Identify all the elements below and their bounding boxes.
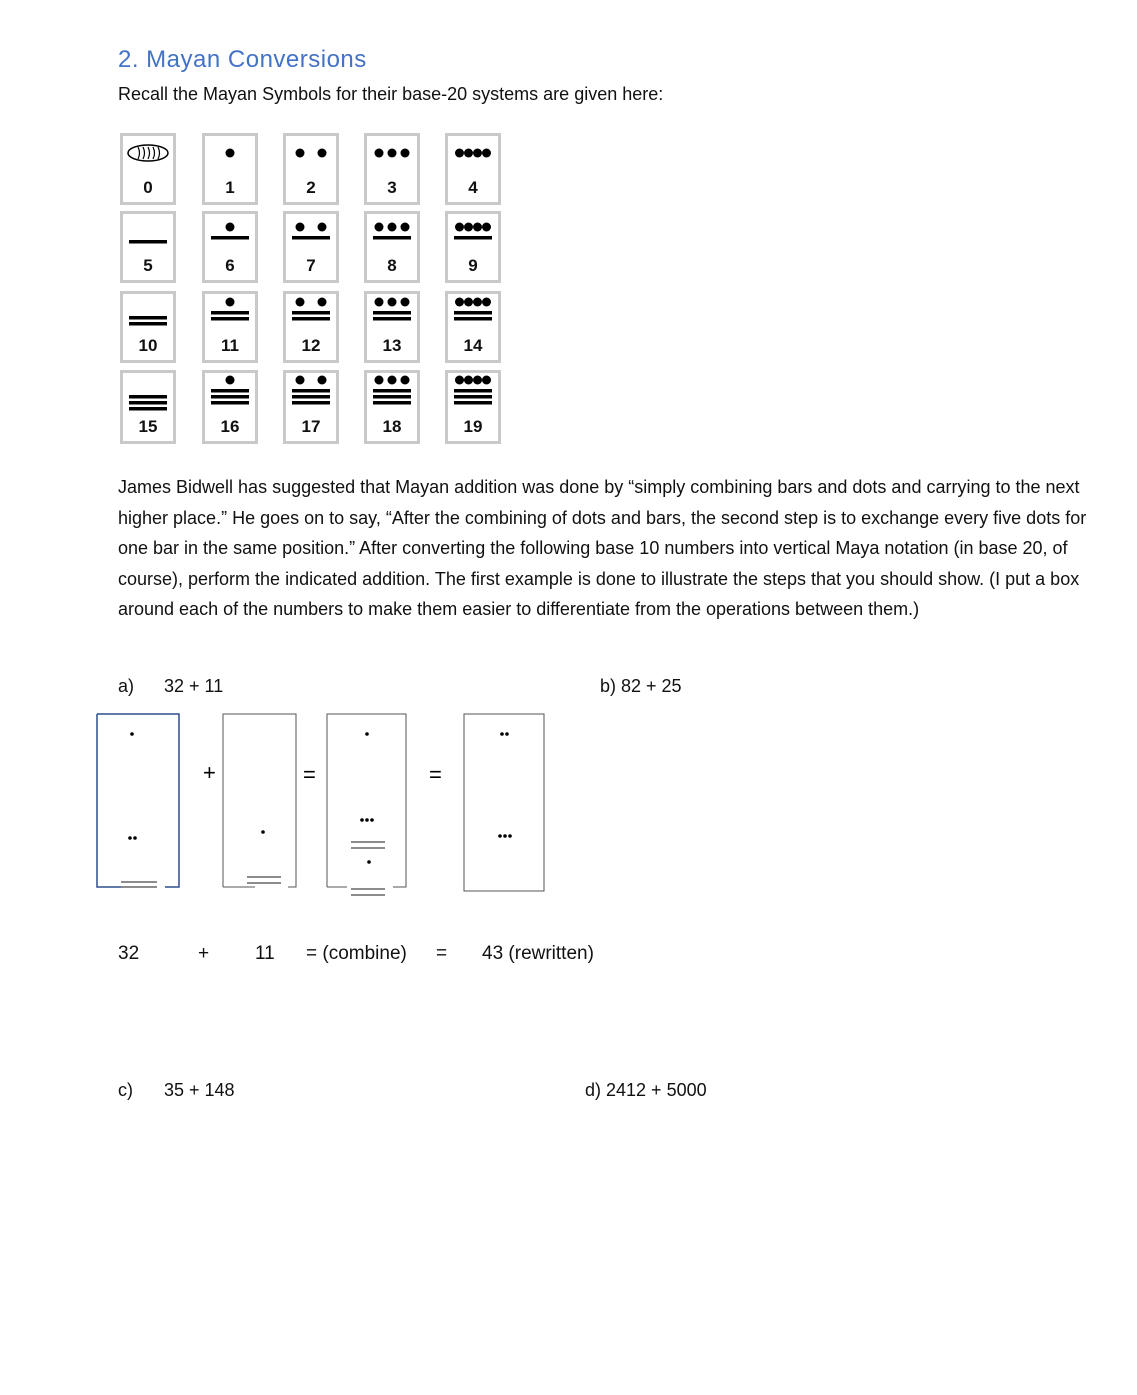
dot — [133, 836, 137, 840]
example-box-32 — [97, 714, 179, 887]
dot — [464, 149, 473, 158]
numeral-digit: 13 — [382, 336, 402, 355]
bar — [454, 401, 492, 405]
numeral-digit: 12 — [301, 336, 321, 355]
bar — [211, 317, 249, 321]
dot — [455, 298, 464, 307]
bar — [373, 401, 411, 405]
dot — [401, 376, 410, 385]
dot — [370, 818, 374, 822]
dot — [464, 298, 473, 307]
mayan-numeral-19 — [445, 370, 501, 444]
dot — [375, 149, 384, 158]
bar — [292, 389, 330, 393]
dot — [455, 149, 464, 158]
numeral-digit: 10 — [138, 336, 158, 355]
bar — [292, 317, 330, 321]
bar — [292, 236, 330, 240]
dot — [318, 376, 327, 385]
mayan-numeral-8 — [364, 211, 420, 283]
bar — [292, 311, 330, 315]
dot — [375, 298, 384, 307]
dot — [505, 732, 509, 736]
bar — [211, 236, 249, 240]
bar — [454, 236, 492, 240]
dot — [226, 223, 235, 232]
caption-first: 32 — [118, 943, 140, 964]
numeral-digit: 2 — [306, 178, 316, 197]
dot — [318, 298, 327, 307]
problem-a-expression: 32 + 11 — [164, 676, 224, 696]
mayan-numeral-13 — [364, 291, 420, 363]
bar — [211, 311, 249, 315]
numeral-digit: 16 — [220, 417, 240, 436]
example-box-11 — [223, 714, 296, 887]
mayan-numeral-7 — [283, 211, 339, 283]
dot — [473, 298, 482, 307]
caption-combine: = (combine) — [306, 943, 407, 964]
dot — [261, 830, 265, 834]
numeral-digit: 5 — [143, 256, 153, 275]
dot — [482, 149, 491, 158]
numeral-digit: 14 — [463, 336, 483, 355]
dot — [375, 223, 384, 232]
bar — [373, 236, 411, 240]
numeral-digit: 19 — [463, 417, 483, 436]
bar — [373, 311, 411, 315]
equals-sign: = — [303, 762, 316, 787]
numeral-digit: 4 — [468, 178, 478, 197]
dot — [360, 818, 364, 822]
bar — [129, 401, 167, 405]
numeral-digit: 3 — [387, 178, 397, 197]
dot — [401, 223, 410, 232]
bar — [129, 322, 167, 326]
mayan-numeral-3 — [364, 133, 420, 205]
bar — [211, 395, 249, 399]
mayan-numeral-9 — [445, 211, 501, 283]
mayan-numeral-11 — [202, 291, 258, 363]
numeral-digit: 18 — [382, 417, 402, 436]
mayan-numeral-10 — [120, 291, 176, 363]
dot — [318, 223, 327, 232]
dot — [365, 732, 369, 736]
mayan-numeral-18 — [364, 370, 420, 444]
mayan-numeral-5 — [120, 211, 176, 283]
dot — [226, 376, 235, 385]
numeral-digit: 6 — [225, 256, 235, 275]
numeral-digit: 15 — [138, 417, 158, 436]
example-box-43 — [464, 714, 544, 891]
bar — [373, 317, 411, 321]
bar — [373, 389, 411, 393]
caption-equals: = — [436, 943, 448, 964]
bar — [129, 407, 167, 411]
dot — [503, 834, 507, 838]
mayan-numeral-2 — [283, 133, 339, 205]
caption-plus: + — [198, 943, 210, 964]
numeral-digit: 11 — [221, 336, 239, 355]
dot — [464, 376, 473, 385]
dot — [401, 298, 410, 307]
numeral-digit: 9 — [468, 256, 478, 275]
dot — [375, 376, 384, 385]
dot — [296, 298, 305, 307]
dot — [318, 149, 327, 158]
mayan-numeral-0 — [120, 133, 176, 205]
dot — [226, 298, 235, 307]
dot — [296, 149, 305, 158]
mayan-numeral-4 — [445, 133, 501, 205]
dot — [365, 818, 369, 822]
problem-a-letter: a) — [118, 676, 135, 696]
dot — [388, 376, 397, 385]
dot — [455, 223, 464, 232]
bar — [373, 395, 411, 399]
mayan-numeral-1 — [202, 133, 258, 205]
bar — [454, 395, 492, 399]
bar — [211, 389, 249, 393]
dot — [473, 376, 482, 385]
numeral-digit: 17 — [301, 417, 321, 436]
dot — [455, 376, 464, 385]
dot — [498, 834, 502, 838]
bar — [454, 317, 492, 321]
problem-b-label: b) 82 + 25 — [600, 676, 682, 696]
bar — [292, 395, 330, 399]
mayan-numeral-table — [120, 133, 504, 445]
dot — [473, 223, 482, 232]
dot — [130, 732, 134, 736]
mayan-numeral-6 — [202, 211, 258, 283]
problem-d-label: d) 2412 + 5000 — [585, 1080, 707, 1100]
bar — [211, 401, 249, 405]
mayan-numeral-14 — [445, 291, 501, 363]
dot — [482, 298, 491, 307]
dot — [482, 223, 491, 232]
dot — [500, 732, 504, 736]
bar — [454, 311, 492, 315]
caption-second: 11 — [255, 943, 275, 964]
shell-icon — [128, 145, 168, 161]
dot — [367, 860, 371, 864]
dot — [388, 223, 397, 232]
mayan-numeral-16 — [202, 370, 258, 444]
dot — [388, 298, 397, 307]
mayan-numeral-17 — [283, 370, 339, 444]
dot — [296, 223, 305, 232]
mayan-numeral-12 — [283, 291, 339, 363]
caption-result: 43 (rewritten) — [482, 943, 594, 964]
bar — [129, 240, 167, 244]
bar — [454, 389, 492, 393]
bar — [129, 316, 167, 320]
equals-sign-2: = — [429, 762, 442, 787]
intro-text: Recall the Mayan Symbols for their base-20 systems are given here: — [118, 84, 664, 104]
bar — [292, 401, 330, 405]
numeral-digit: 1 — [225, 178, 235, 197]
dot — [508, 834, 512, 838]
dot — [473, 149, 482, 158]
numeral-digit: 8 — [387, 256, 397, 275]
example-diagram — [95, 710, 555, 900]
numeral-digit: 0 — [143, 178, 153, 197]
dot — [464, 223, 473, 232]
dot — [388, 149, 397, 158]
plus-sign: + — [203, 760, 216, 785]
dot — [401, 149, 410, 158]
problem-c-expression: 35 + 148 — [164, 1080, 235, 1100]
example-box-combined — [327, 714, 406, 895]
dot — [226, 149, 235, 158]
bar — [129, 395, 167, 399]
dot — [128, 836, 132, 840]
section-heading: 2. Mayan Conversions — [118, 46, 367, 73]
problem-c-letter: c) — [118, 1080, 133, 1100]
dot — [482, 376, 491, 385]
mayan-numeral-15 — [120, 370, 176, 444]
numeral-digit: 7 — [306, 256, 316, 275]
instructions-paragraph: James Bidwell has suggested that Mayan addition was done by “simply combining bars and dots and carrying to the next higher place.” He goes on to say, “After the combining of dots and bars, the second step is to exchange every five dots for one bar in the same position.” After converting the following base 10 numbers into vertical Maya notation (in base 20, of course), perform the indicated addition. The first example is done to illustrate the steps that you should show. (I put a box around each of the numbers to make them easier to differentiate from the operations between them.) — [118, 477, 1087, 619]
dot — [296, 376, 305, 385]
